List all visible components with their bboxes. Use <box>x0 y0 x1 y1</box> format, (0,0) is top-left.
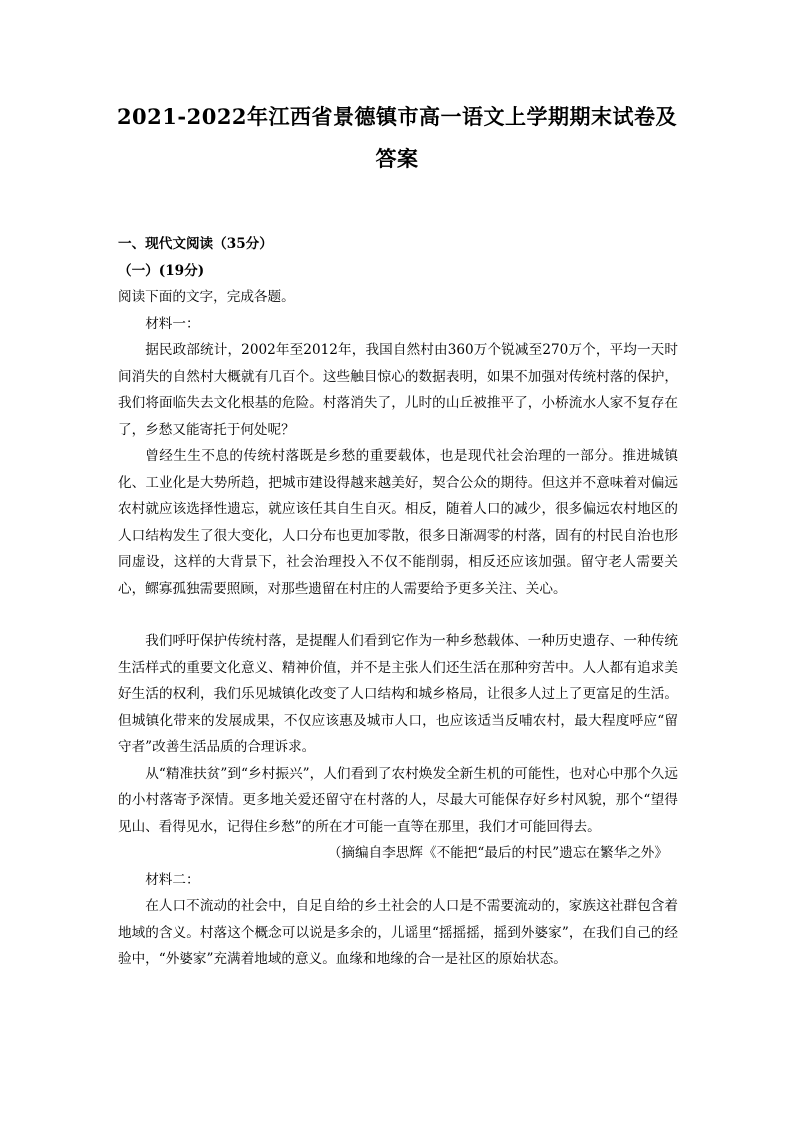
material-2-paragraph: 在人口不流动的社会中，自足自给的乡土社会的人口是不需要流动的，家族这社群包含着地域的含义。村落这个概念可以说是多余的，儿谣里“摇摇摇，摇到外婆家”，在我们自己的经验中，“外婆家”充满着地域的意义。血缘和地缘的合一是社区的原始状态。 <box>118 898 678 967</box>
document-body <box>118 231 678 973</box>
section-heading: 一、现代文阅读（35分） <box>118 236 273 252</box>
paragraph-4: 从“精准扶贫”到“乡村振兴”，人们看到了农村焕发全新生机的可能性，也对心中那个久远的小村落寄予深情。更多地关爱还留守在村落的人，尽最大可能保存好乡村风貌，那个“望得见山、看得见水，记得住乡愁”的所在才可能一直等在那里，我们才可能回得去。 <box>118 765 678 835</box>
material-2-label: 材料二： <box>145 871 200 888</box>
document-title: 2021-2022年江西省景德镇市高一语文上学期期末试卷及答案 <box>116 104 678 171</box>
material-1-label: 材料一： <box>145 315 200 332</box>
paragraph-3: 我们呼吁保护传统村落，是提醒人们看到它作为一种乡愁载体、一种历史遗存、一种传统生活样式的重要文化意义、精神价值，并不是主张人们还生活在那种穷苦中。人人都有追求美好生活的权利，我们乐见城镇化改变了人口结构和城乡格局，让很多人过上了更富足的生活。但城镇化带来的发展成果，不仅应该惠及城市人口，也应该适当反哺农村，最大程度呼应“留守者”改善生活品质的合理诉求。 <box>118 633 678 755</box>
source-citation: （摘编自李思辉《不能把“最后的村民”遗忘在繁华之外》 <box>327 845 668 861</box>
instruction-text: 阅读下面的文字，完成各题。 <box>118 289 295 305</box>
paragraph-1: 据民政部统计，2002年至2012年，我国自然村由360万个锐减至270万个，平均一天时间消失的自然村大概就有几百个。这些触目惊心的数据表明，如果不加强对传统村落的保护，我们将面临失去文化根基的危险。村落消失了，儿时的山丘被推平了，小桥流水人家不复存在了，乡愁又能寄托于何处呢？ <box>118 342 678 438</box>
subsection-heading: （一）(19分) <box>118 262 205 279</box>
paragraph-2: 曾经生生不息的传统村落既是乡愁的重要载体，也是现代社会治理的一部分。推进城镇化、工业化是大势所趋，把城市建设得越来越美好，契合公众的期待。但这并不意味着对偏远农村就应该选择性遗忘，就应该任其自生自灭。相反，随着人口的减少，很多偏远农村地区的人口结构发生了很大变化，人口分布也更加零散，很多日渐凋零的村落，固有的村民自治也形同虚设，这样的大背景下，社会治理投入不仅不能削弱，相反还应该加强。留守老人需要关心，鳏寡孤独需要照顾，对那些遗留在村庄的人需要给予更多关注、关心。 <box>118 448 678 597</box>
